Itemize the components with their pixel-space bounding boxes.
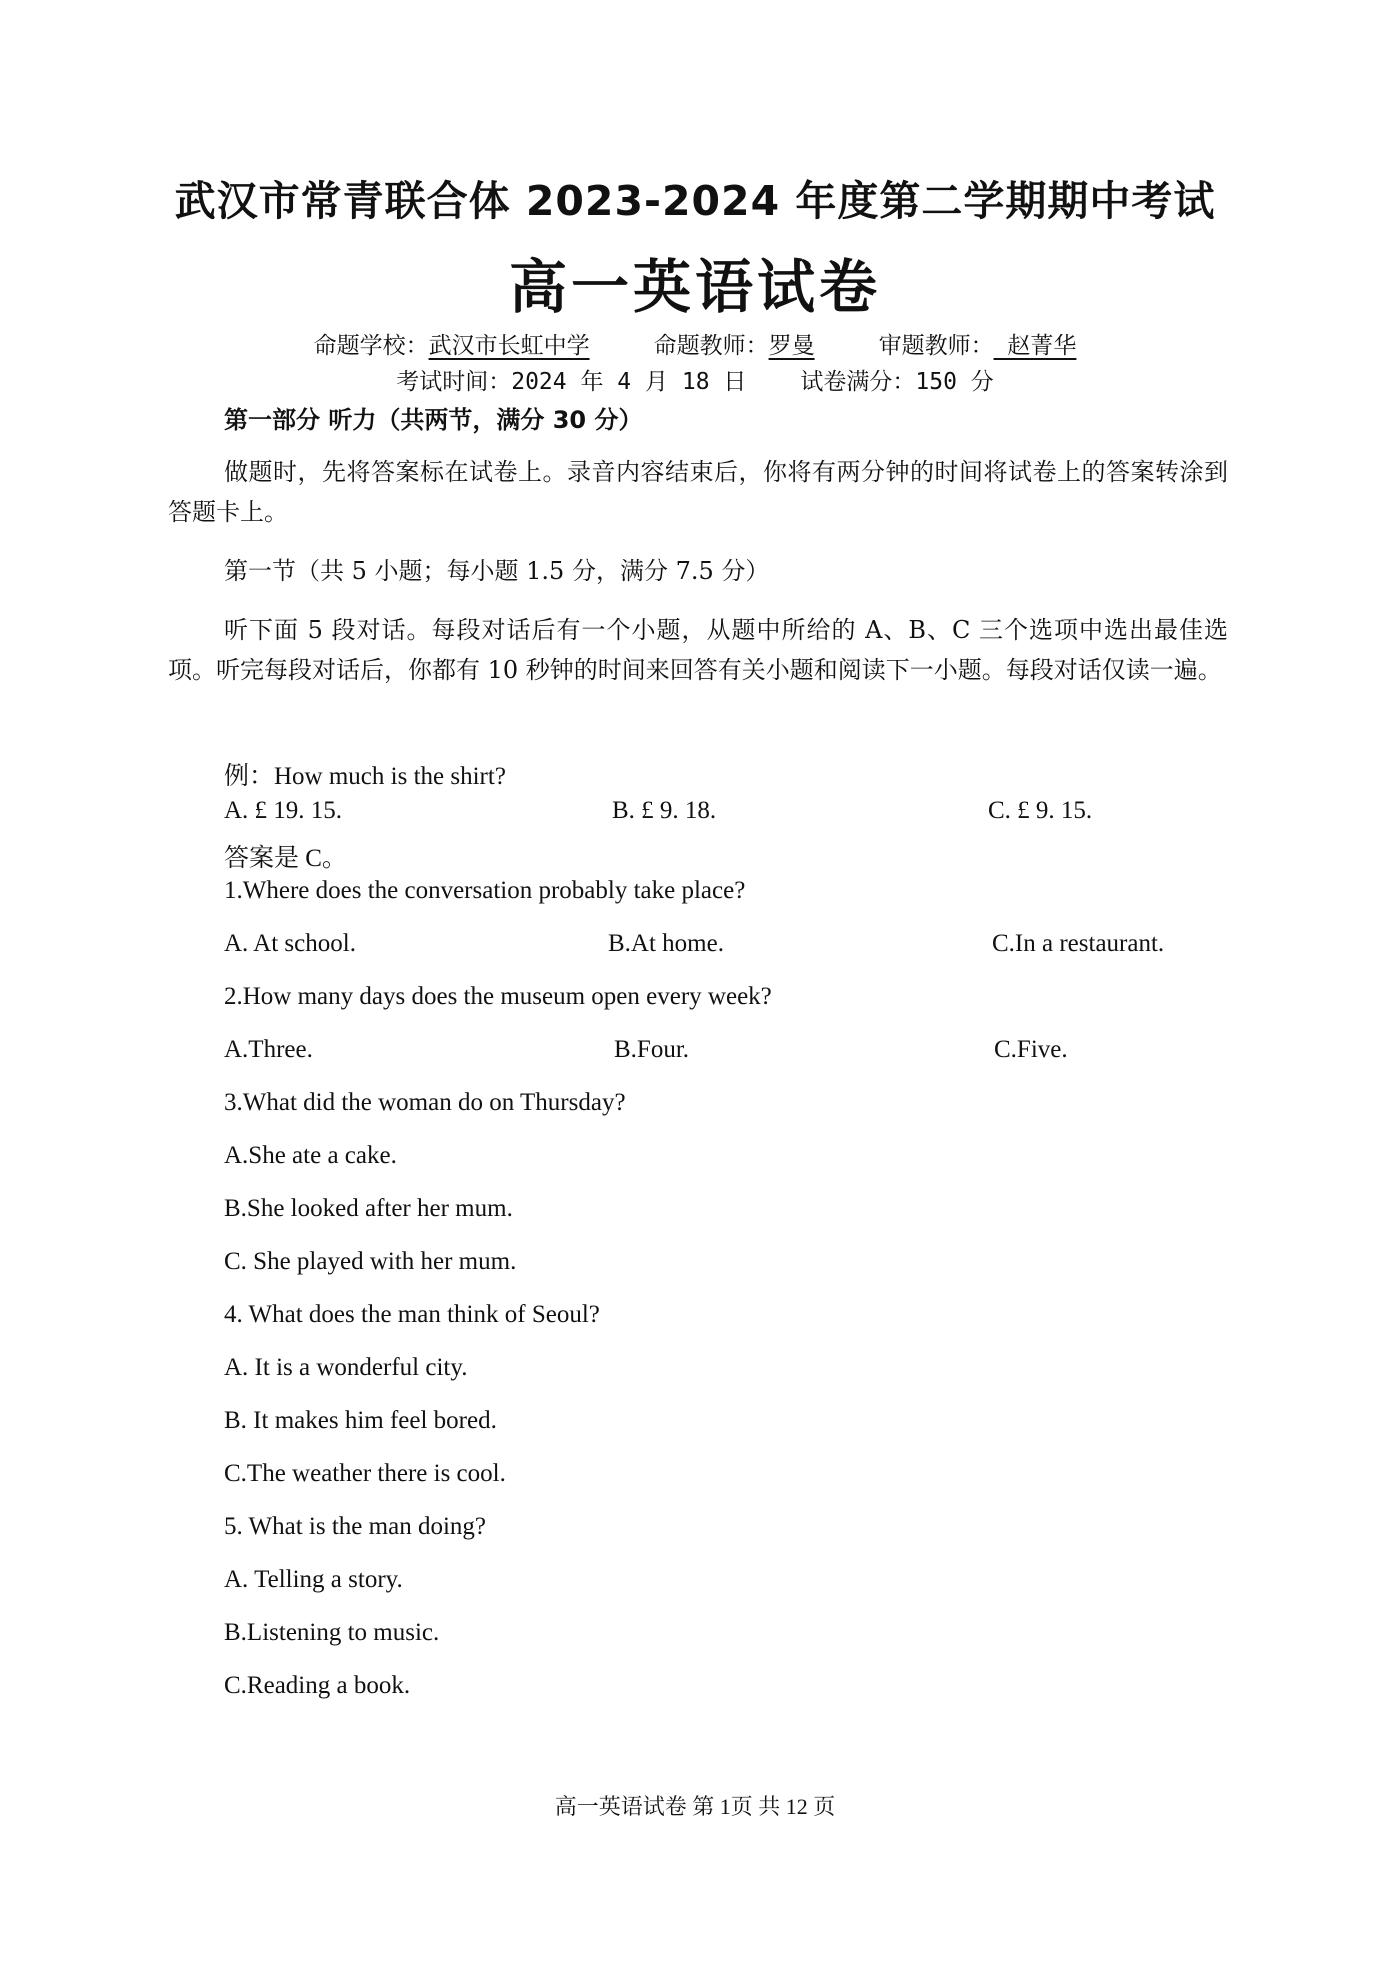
question-5: 5. What is the man doing? (224, 1513, 486, 1540)
question-3-option-c: C. She played with her mum. (224, 1248, 517, 1275)
exam-title: 武汉市常青联合体 2023-2024 年度第二学期期中考试 (174, 177, 1216, 225)
part-heading: 第一节（共 5 小题；每小题 1.5 分，满分 7.5 分） (224, 557, 770, 585)
author-info (0, 327, 1390, 360)
page-footer: 高一英语试卷 第 1页 共 12 页 (554, 1794, 836, 1819)
example-question: 例：How much is the shirt? (224, 763, 506, 790)
teacher-label: 命题教师： (653, 333, 769, 359)
example-option-a: A. £ 19. 15. (224, 797, 343, 824)
question-2-option-c: C.Five. (994, 1036, 1068, 1063)
example-answer: 答案是 C。 (224, 845, 347, 872)
question-1-option-c: C.In a restaurant. (992, 930, 1165, 957)
example-option-c: C. £ 9. 15. (988, 797, 1093, 824)
total-score: 试卷满分：150 分 (800, 369, 994, 395)
question-1-option-a: A. At school. (224, 930, 356, 957)
section-heading: 第一部分 听力（共两节，满分 30 分） (224, 406, 643, 434)
paper-title: 高一英语试卷 (508, 253, 881, 321)
question-4-option-a: A. It is a wonderful city. (224, 1354, 468, 1381)
question-2-option-a: A.Three. (224, 1036, 313, 1063)
question-3-option-b: B.She looked after her mum. (224, 1195, 513, 1222)
school-value: 武汉市长虹中学 (428, 333, 590, 359)
question-4-option-c: C.The weather there is cool. (224, 1460, 506, 1487)
question-1: 1.Where does the conversation probably take place? (224, 877, 746, 904)
question-3-option-a: A.She ate a cake. (224, 1142, 397, 1169)
question-4-option-b: B. It makes him feel bored. (224, 1407, 497, 1434)
question-5-option-c: C.Reading a book. (224, 1672, 411, 1699)
question-2: 2.How many days does the museum open every week? (224, 983, 772, 1010)
school-label: 命题学校： (313, 333, 429, 359)
exam-date: 考试时间：2024 年 4 月 18 日 (396, 369, 747, 395)
reviewer-value: 赵菁华 (993, 333, 1077, 359)
reviewer-label: 审题教师： (878, 333, 994, 359)
section-instruction: 做题时，先将答案标在试卷上。录音内容结束后，你将有两分钟的时间将试卷上的答案转涂到答题卡上。 (168, 458, 1228, 526)
question-1-option-b: B.At home. (608, 930, 724, 957)
question-4: 4. What does the man think of Seoul? (224, 1301, 600, 1328)
question-2-option-b: B.Four. (614, 1036, 690, 1063)
question-5-option-a: A. Telling a story. (224, 1566, 403, 1593)
question-5-option-b: B.Listening to music. (224, 1619, 440, 1646)
exam-info (0, 363, 1390, 396)
teacher-value: 罗曼 (768, 333, 815, 359)
question-3: 3.What did the woman do on Thursday? (224, 1089, 626, 1116)
part-instruction: 听下面 5 段对话。每段对话后有一个小题，从题中所给的 A、B、C 三个选项中选出最佳选项。听完每段对话后，你都有 10 秒钟的时间来回答有关小题和阅读下一小题。每段对话仅读一遍。 (168, 616, 1228, 684)
example-option-b: B. £ 9. 18. (612, 797, 717, 824)
